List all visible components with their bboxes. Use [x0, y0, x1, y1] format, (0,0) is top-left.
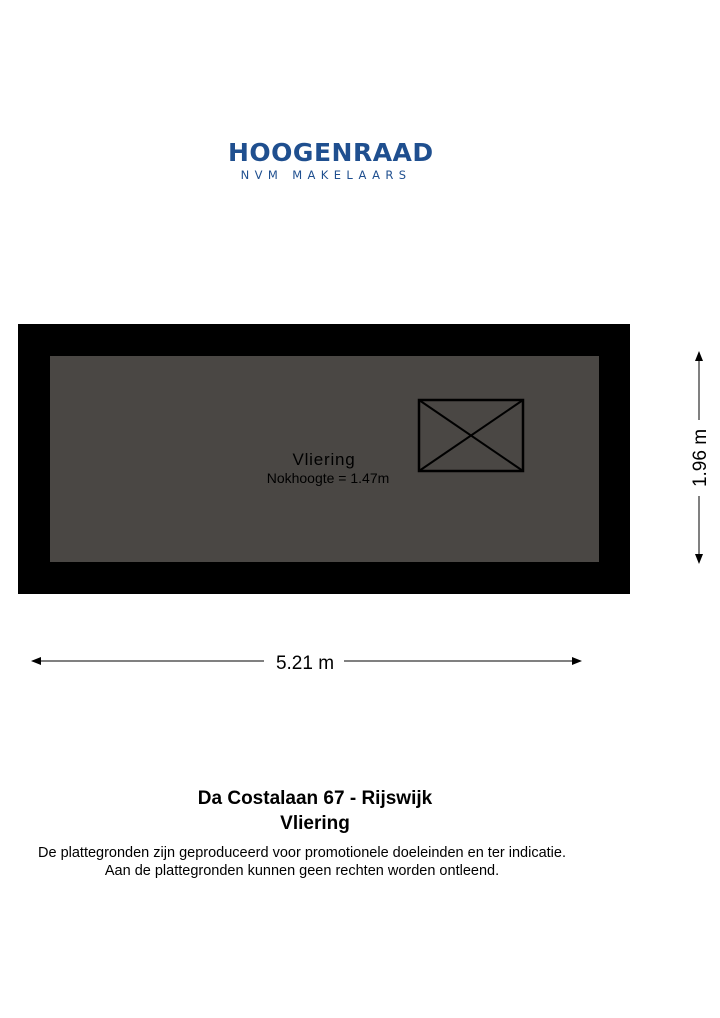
depth-dimension: [690, 352, 711, 563]
disclaimer-line-2: Aan de plattegronden kunnen geen rechten worden ontleend.: [104, 863, 500, 879]
ridge-height-label: Nokhoogte = 1.47m: [266, 470, 390, 486]
width-dimension-label: 5.21 m: [275, 653, 335, 674]
depth-dimension-label: 1.96 m: [690, 428, 711, 488]
logo-name: HOOGENRAAD: [228, 138, 434, 167]
address-title: Da Costalaan 67 - Rijswijk: [197, 788, 433, 809]
width-dimension: [32, 653, 581, 674]
disclaimer-line-1: De plattegronden zijn geproduceerd voor promotionele doeleinden en ter indicatie.: [38, 845, 566, 861]
logo-tagline: NVM MAKELAARS: [240, 168, 412, 182]
room-name-label: Vliering: [292, 450, 356, 469]
floor-title: Vliering: [280, 813, 350, 834]
